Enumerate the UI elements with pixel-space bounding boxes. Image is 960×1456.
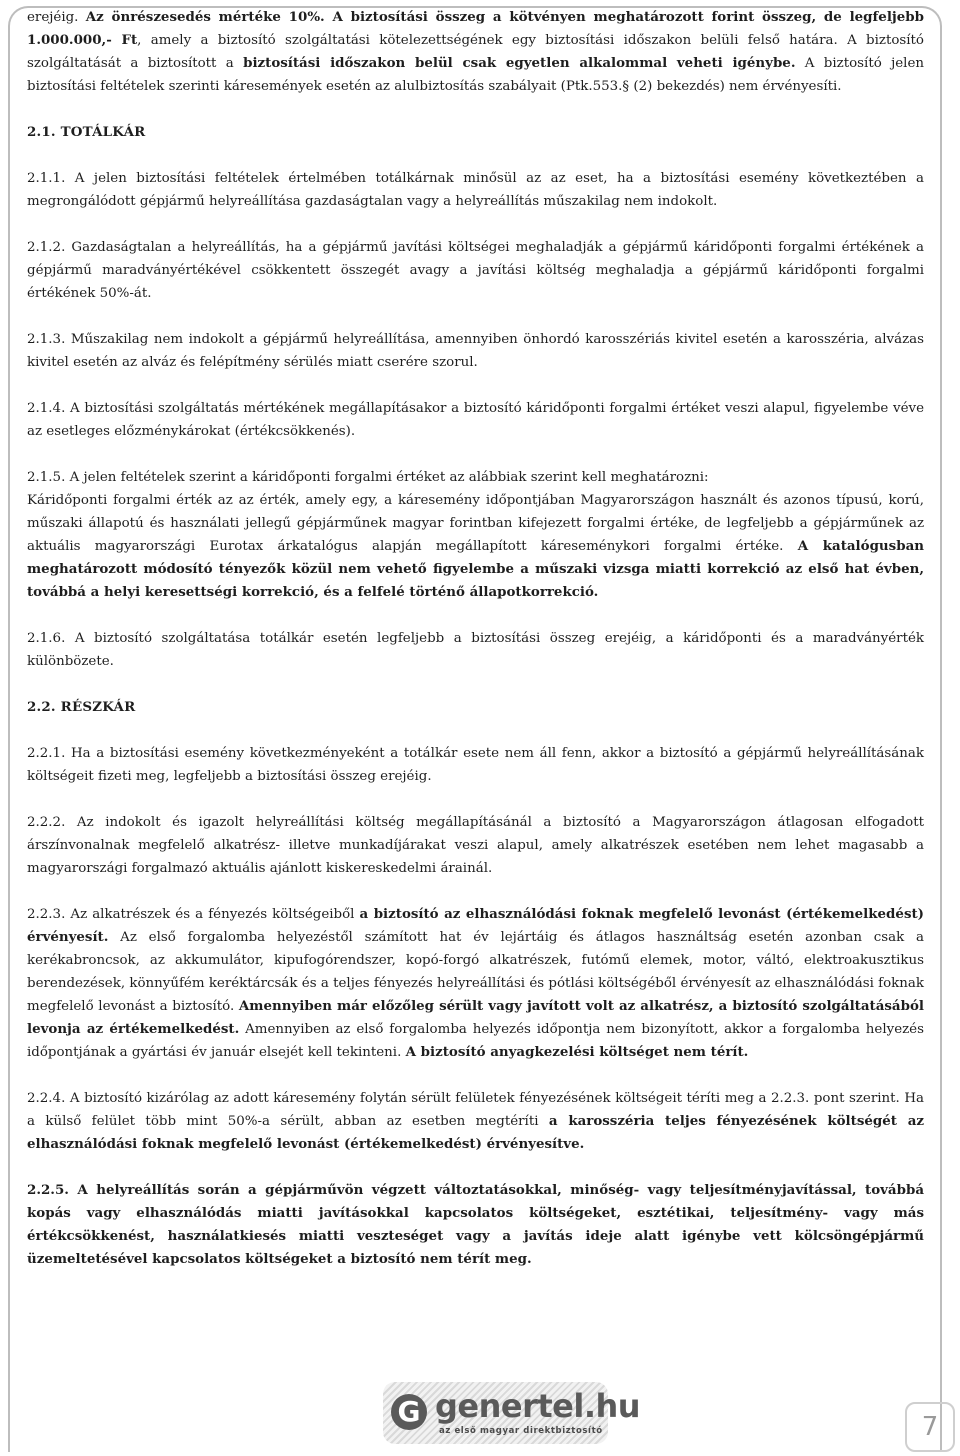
paragraph-2-1-5-body bbox=[27, 489, 924, 604]
bold-text-run: A biztosító anyagkezelési költséget nem térít. bbox=[405, 1044, 749, 1060]
heading-reszkar: 2.2. RÉSZKÁR bbox=[27, 699, 136, 715]
paragraph-2-1-5-intro bbox=[27, 466, 924, 489]
logo-tagline: az első magyar direktbiztosító bbox=[439, 1426, 603, 1436]
text-run: Káridőponti forgalmi érték az az érték, amely egy, a káresemény időpontjában Magyarországon használt és azonos típusú, korú, műszaki állapotú és használati jellegű gépjárműnek magyar forintban kifejezett forgalmi értéke, de legfeljebb a gépjárműnek az aktuális magyarországi Eurotax árkatalógus alapján megállapított káreseménykori forgalmi értéke. bbox=[27, 493, 924, 554]
text-run: 2.1.6. A biztosító szolgáltatása totálkár esetén legfeljebb a biztosítási összeg erejéig, a káridőponti és a maradványérték különbözete. bbox=[27, 631, 924, 669]
text-run: A biztosító jelen biztosítási feltételek szerinti káresemények esetén az alulbiztosítás szabályait (Ptk.553.§ (2) bekezdés) nem érvényesíti. bbox=[27, 56, 924, 94]
genertel-logo[interactable] bbox=[383, 1382, 641, 1444]
text-run: , amely a biztosító szolgáltatási kötelezettségének egy biztosítási időszakon belüli felső határa. A biztosító szolgáltatását a biztosított a bbox=[27, 33, 924, 71]
bold-text-run: Amennyiben már előzőleg sérült vagy javított volt az alkatrész, a biztosító szolgáltatásából levonja az értékemelkedést. bbox=[27, 998, 924, 1037]
text-run: erejéig. bbox=[27, 10, 86, 25]
bold-text-run: Az önrészesedés mértéke 10%. A biztosítási összeg a kötvényen meghatározott forint összeg, de legfeljebb 1.000.000,- Ft bbox=[27, 9, 924, 48]
paragraph-2-2-2 bbox=[27, 811, 924, 880]
text-run: 2.1.1. A jelen biztosítási feltételek értelmében totálkárnak minősül az az eset, ha a biztosítási esemény következtében a megrongálódott gépjármű helyreállítása gazdaságtalan vagy a helyreállítás műszakilag nem indokolt. bbox=[27, 171, 924, 209]
paragraph-2-1-6 bbox=[27, 627, 924, 673]
text-run: 2.1.4. A biztosítási szolgáltatás mértékének megállapításakor a biztosító káridőponti forgalmi értéket veszi alapul, figyelembe véve az esetleges előzménykárokat (értékcsökkenés). bbox=[27, 401, 924, 439]
bold-text-run: a karosszéria teljes fényezésének költségét az elhasználódási foknak megfelelő levonást (értékemelkedést) érvényesítve. bbox=[27, 1113, 925, 1152]
text-run: Amennyiben az első forgalomba helyezés időpontja nem bizonyított, akkor a forgalomba helyezés időpontjának a gyártási év január elsejét kell tekinteni. bbox=[27, 1022, 924, 1060]
heading-totalkar: 2.1. TOTÁLKÁR bbox=[27, 124, 146, 140]
page-number: 7 bbox=[905, 1402, 955, 1452]
paragraph-2-1-4 bbox=[27, 397, 924, 443]
bold-text-run: biztosítási időszakon belül csak egyetlen alkalommal veheti igénybe. bbox=[243, 55, 796, 71]
document-body bbox=[27, 6, 924, 1294]
text-run: Az első forgalomba helyezéstől számított hat év lejártáig és átlagos használtság esetén azonban csak a kerékabroncsok, az akkumulátor, kipufogórendszer, kopó-forgó alkatrészek, futómű elemek, motor, váltó, elektroakusztikus berendezések, könnyűfém keréktárcsák és a teljes fényezés helyreállítási és pótlási költségéből érvényesít az elhasználódási foknak megfelelő levonást a biztosító. bbox=[27, 930, 924, 1014]
paragraph-2-2-5 bbox=[27, 1179, 924, 1271]
logo-g-icon: G bbox=[391, 1394, 427, 1430]
paragraph-intro bbox=[27, 6, 924, 98]
text-run: 2.1.2. Gazdaságtalan a helyreállítás, ha a gépjármű javítási költségei meghaladják a gépjármű káridőponti forgalmi értékének a gépjármű maradványértékével csökkentett összegét avagy a javítási költség meghaladja a gépjármű káridőponti forgalmi értékének 50%-át. bbox=[27, 240, 924, 301]
text-run: 2.2.4. A biztosító kizárólag az adott káresemény folytán sérült felületek fényezésének költségeit téríti meg a 2.2.3. pont szerint. Ha a külső felület több mint 50%-a sérült, abban az esetben megtéríti bbox=[27, 1091, 924, 1129]
text-run: 2.2.1. Ha a biztosítási esemény következményeként a totálkár esete nem áll fenn, akkor a biztosító a gépjármű helyreállításának költségeit fizeti meg, legfeljebb a biztosítási összeg erejéig. bbox=[27, 746, 924, 784]
bold-text-run: A katalógusban meghatározott módosító tényezők közül nem vehető figyelembe a műszaki vizsga miatti korrekció az első hat évben, továbbá a helyi keresettségi korrekció, és a felfelé történő állapotkorrekció. bbox=[27, 538, 924, 600]
bold-text-run: 2.2.5. A helyreállítás során a gépjárművön végzett változtatásokkal, minőség- vagy teljesítményjavítással, továbbá kopás vagy elhasználódás miatti javításokkal kapcsolatos költségeket, esztétikai, teljesítmény- vagy más értékcsökkenést, használatkiesés miatti veszteséget vagy a javítás ideje alatt igénybe vett kölcsöngépjármű üzemeltetésével kapcsolatos költségeket a biztosító nem térít meg. bbox=[27, 1182, 924, 1267]
text-run: 2.1.5. A jelen feltételek szerint a káridőponti forgalmi értéket az alábbiak szerint kell meghatározni: bbox=[27, 470, 709, 485]
paragraph-2-1-1 bbox=[27, 167, 924, 213]
paragraph-2-2-1 bbox=[27, 742, 924, 788]
text-run: 2.1.3. Műszakilag nem indokolt a gépjármű helyreállítása, amennyiben önhordó karosszériás kivitel esetén a karosszéria, alvázas kivitel esetén az alváz és felépítmény sérülés miatt cserére szorul. bbox=[27, 332, 924, 370]
paragraph-2-2-4 bbox=[27, 1087, 924, 1156]
text-run: 2.2.3. Az alkatrészek és a fényezés költségeiből bbox=[27, 907, 360, 922]
bold-text-run: a biztosító az elhasználódási foknak megfelelő levonást (értékemelkedést) érvényesít. bbox=[27, 906, 925, 945]
text-run: 2.2.2. Az indokolt és igazolt helyreállítási költség megállapításánál a biztosító a Magyarországon átlagosan elfogadott árszínvonalnak megfelelő alkatrész- illetve munkadíjárakat veszi alapul, amely alkatrészek esetében nem lehet magasabb a magyarországi forgalmazó aktuális ajánlott kiskereskedelmi árainál. bbox=[27, 815, 924, 876]
logo-name: genertel.hu bbox=[435, 1387, 641, 1425]
paragraph-2-1-2 bbox=[27, 236, 924, 305]
paragraph-2-1-3 bbox=[27, 328, 924, 374]
paragraph-2-2-3 bbox=[27, 903, 924, 1064]
